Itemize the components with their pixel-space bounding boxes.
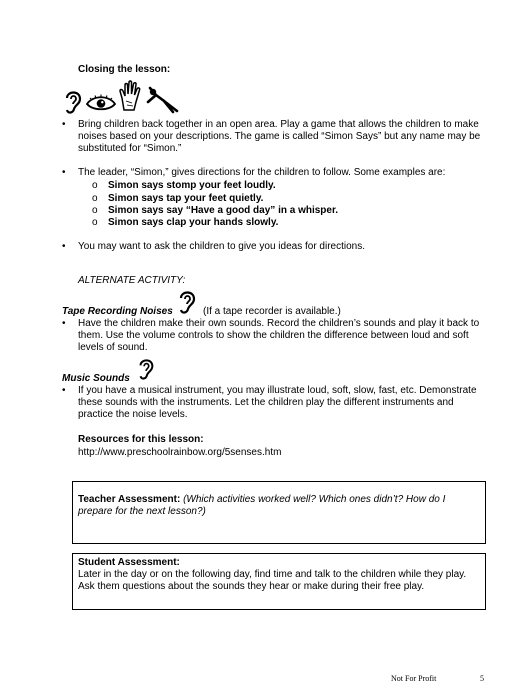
sub-bullet-marker: o bbox=[92, 217, 98, 228]
simon-example-1: Simon says stomp your feet loudly. bbox=[108, 180, 276, 191]
resources-heading: Resources for this lesson: bbox=[78, 434, 204, 445]
sub-bullet-marker: o bbox=[92, 193, 98, 204]
ear-icon bbox=[62, 88, 84, 116]
student-assessment-label: Student Assessment: bbox=[78, 557, 180, 568]
teacher-assessment-prompt: (Which activities worked well? Which ones didn’t? How do I prepare for the next lesson?) bbox=[78, 494, 446, 518]
student-assessment-content bbox=[78, 557, 480, 594]
ear-icon bbox=[176, 288, 198, 316]
tape-recording-title: Tape Recording Noises bbox=[62, 306, 173, 317]
ideas-bullet: You may want to ask the children to give you ideas for directions. bbox=[78, 241, 366, 252]
closing-bullet-1: Bring children back together in an open area. Play a game that allows the children to make noises based on your descriptions. The game is called “Simon Says” but any name may be substituted for “Simon.” bbox=[78, 119, 481, 155]
student-assessment-text: Later in the day or on the following day, find time and talk to the children while they play. Ask them questions about the sounds they hear or make during their free play. bbox=[78, 569, 467, 593]
sub-bullet-marker: o bbox=[92, 205, 98, 216]
teacher-assessment-label: Teacher Assessment: bbox=[78, 494, 181, 505]
simon-example-3: Simon says say “Have a good day” in a whisper. bbox=[108, 205, 339, 216]
teacher-assessment-content bbox=[78, 494, 480, 518]
tape-recording-note: (If a tape recorder is available.) bbox=[203, 306, 341, 317]
simon-example-2: Simon says tap your feet quietly. bbox=[108, 193, 264, 204]
music-sounds-title: Music Sounds bbox=[62, 373, 130, 384]
bullet-marker: • bbox=[62, 167, 66, 178]
sub-bullet-marker: o bbox=[92, 180, 98, 191]
bullet-marker: • bbox=[62, 318, 66, 329]
tape-recording-bullet: Have the children make their own sounds. Record the children’s sounds and play it back to them. Use the volume controls to show the children the difference between loud and soft levels of sound. bbox=[78, 318, 480, 354]
footer-note: Not For Profit bbox=[391, 674, 437, 683]
resources-link[interactable]: http://www.preschoolrainbow.org/5senses.htm bbox=[78, 447, 282, 458]
student-assessment-box bbox=[72, 553, 486, 610]
music-sounds-bullet: If you have a musical instrument, you may illustrate loud, soft, slow, fast, etc. Demonstrate these sounds with the instruments. Let the children play the different instruments and practice the noise levels. bbox=[78, 385, 477, 421]
alternate-activity-heading: ALTERNATE ACTIVITY: bbox=[78, 275, 186, 286]
teacher-assessment-box bbox=[72, 481, 486, 544]
bullet-marker: • bbox=[62, 385, 66, 396]
bullet-marker: • bbox=[62, 241, 66, 252]
page-number: 5 bbox=[480, 674, 484, 683]
eye-icon bbox=[86, 94, 116, 112]
closing-heading: Closing the lesson: bbox=[78, 64, 171, 75]
stretching-figure-icon bbox=[144, 86, 180, 114]
ear-icon bbox=[136, 356, 156, 382]
bullet-marker: • bbox=[62, 119, 66, 130]
simon-example-4: Simon says clap your hands slowly. bbox=[108, 217, 279, 228]
closing-bullet-2: The leader, “Simon,” gives directions for the children to follow. Some examples are: bbox=[78, 167, 446, 178]
hand-icon bbox=[118, 80, 142, 112]
